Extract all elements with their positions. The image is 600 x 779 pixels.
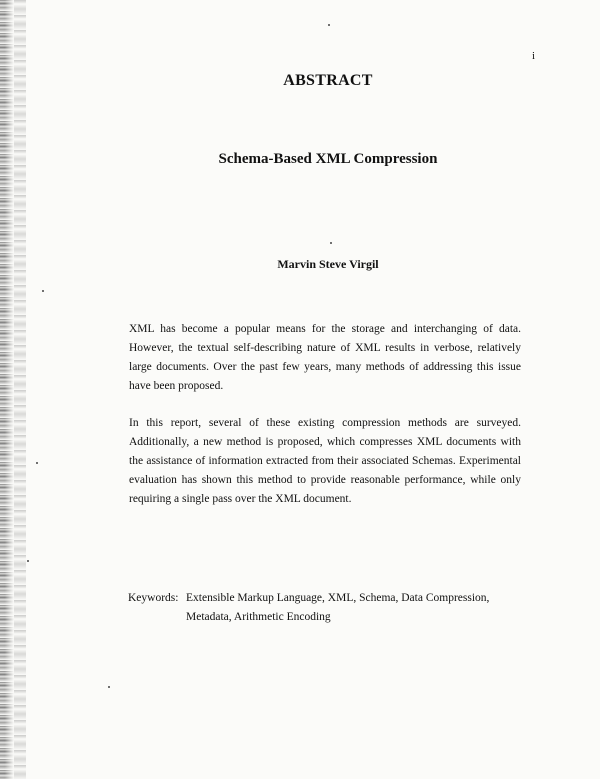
scan-edge-shadow [14, 0, 26, 779]
keywords-line-2 [128, 608, 524, 627]
keywords-label: Keywords: [128, 592, 179, 604]
author-name: Marvin Steve Virgil [277, 257, 379, 271]
page-number: i [532, 50, 536, 62]
keywords-list-2: Metadata, Arithmetic Encoding [186, 611, 331, 623]
keywords-list-1: Extensible Markup Language, XML, Schema, Data Compression, [186, 592, 490, 604]
keywords-block [128, 589, 524, 627]
abstract-paragraph-1: XML has become a popular means for the storage and interchanging of data. However, the textual self-describing nature of XML results in verbose, relatively large documents. Over the past few years, many methods of addressing this issue have been proposed. [129, 323, 521, 392]
scan-speck [42, 290, 44, 292]
keywords-line-1 [128, 589, 524, 608]
scan-speck [328, 24, 330, 26]
scan-speck [330, 242, 332, 244]
abstract-heading: ABSTRACT [283, 72, 373, 89]
scan-speck [108, 686, 110, 688]
scan-speck [36, 462, 38, 464]
scan-edge-noise [0, 0, 14, 779]
document-title: Schema-Based XML Compression [218, 151, 438, 167]
scan-speck [27, 560, 29, 562]
abstract-paragraph-2: In this report, several of these existing compression methods are surveyed. Additionally, a new method is proposed, which compresses XML documents with the assistance of information extracted from their associated Schemas. Experimental evaluation has shown this method to provide reasonable performance, while only requiring a single pass over the XML document. [129, 417, 521, 505]
